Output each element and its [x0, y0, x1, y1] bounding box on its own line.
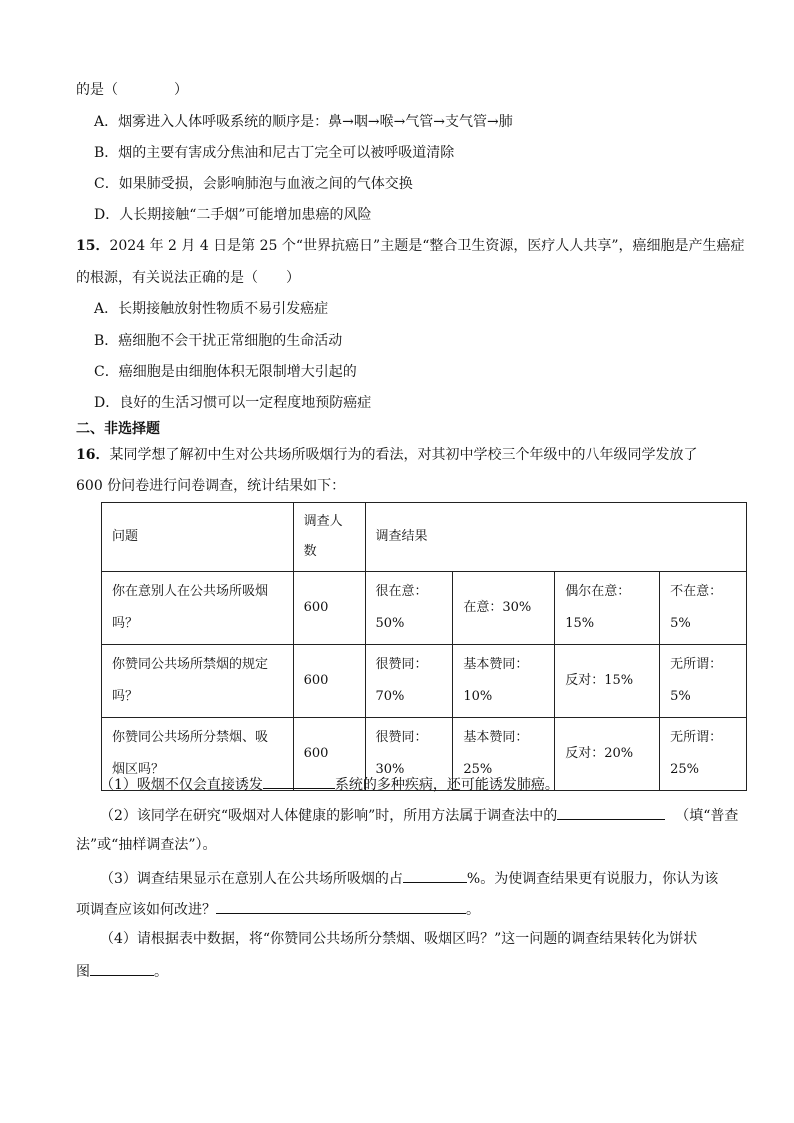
q14-option-b: B．烟的主要有害成分焦油和尼古丁完全可以被呼吸道清除: [94, 145, 455, 161]
result-cell: 无所谓： 25%: [660, 718, 747, 791]
q16-sub4: （4）请根据表中数据，将“你赞同公共场所分禁烟、吸烟区吗？”这一问题的调查结果转化为饼状: [100, 931, 698, 947]
q16-stem-line1: [76, 445, 697, 465]
q16-sub1: （1）吸烟不仅会直接诱发 系统的多种疾病，还可能诱发肺癌。: [100, 773, 559, 795]
q16-sub3-cont: 项调查应该如何改进？ 。: [76, 898, 480, 920]
result-cell: 基本赞同： 10%: [453, 645, 555, 718]
result-cell: 反对：20%: [555, 718, 660, 791]
section-heading: 二、非选择题: [76, 421, 160, 437]
row-count: 600: [293, 718, 365, 791]
q14-option-c: C．如果肺受损，会影响肺泡与血液之间的气体交换: [94, 176, 413, 192]
header-question: 问题: [102, 503, 294, 572]
q16-stem-line2: 600 份问卷进行问卷调查，统计结果如下：: [76, 478, 346, 494]
table-header-row: [102, 503, 747, 572]
q15-stem-text: 2024 年 2 月 4 日是第 25 个“世界抗癌日”主题是“整合卫生资源，医疗人人共享”，癌细胞是产生癌症: [109, 238, 745, 254]
q15-option-d: D．良好的生活习惯可以一定程度地预防癌症: [94, 395, 372, 411]
answer-blank[interactable]: [90, 960, 154, 976]
header-count: 调查人 数: [293, 503, 365, 572]
q15-option-c: C．癌细胞是由细胞体积无限制增大引起的: [94, 364, 357, 380]
q15-option-a: A．长期接触放射性物质不易引发癌症: [94, 301, 329, 317]
q14-stem-tail: 的是（ ）: [76, 82, 188, 98]
result-cell: 基本赞同： 25%: [453, 718, 555, 791]
result-cell: 很赞同： 30%: [365, 718, 453, 791]
result-cell: 很在意： 50%: [365, 572, 453, 645]
q15-stem-line2: 的根源，有关说法正确的是（ ）: [76, 270, 300, 286]
q14-option-d: D．人长期接触“二手烟”可能增加患癌的风险: [94, 207, 372, 223]
q15-stem-line1: [76, 236, 745, 256]
row-question: 你赞同公共场所禁烟的规定 吗？: [102, 645, 294, 718]
q16-sub2-cont: 法”或“抽样调查法”）。: [76, 837, 217, 853]
q16-sub3: （3）调查结果显示在意别人在公共场所吸烟的占 %。为使调查结果更有说服力，你认为该: [100, 867, 718, 889]
result-cell: 不在意：5%: [660, 572, 747, 645]
table-row: [102, 572, 747, 645]
row-question: 你在意别人在公共场所吸烟 吗？: [102, 572, 294, 645]
q16-sub4-cont: 图 。: [76, 960, 168, 982]
result-cell: 偶尔在意： 15%: [555, 572, 660, 645]
result-cell: 很赞同： 70%: [365, 645, 453, 718]
q16-number: 16．: [76, 447, 110, 463]
answer-blank[interactable]: [263, 773, 335, 789]
row-count: 600: [293, 572, 365, 645]
row-count: 600: [293, 645, 365, 718]
result-cell: 无所谓：5%: [660, 645, 747, 718]
q16-stem-text: 某同学想了解初中生对公共场所吸烟行为的看法，对其初中学校三个年级中的八年级同学发放了: [109, 447, 698, 463]
q15-option-b: B．癌细胞不会干扰正常细胞的生命活动: [94, 333, 343, 349]
result-cell: 在意：30%: [453, 572, 555, 645]
header-result: 调查结果: [365, 503, 747, 572]
row-question: 你赞同公共场所分禁烟、吸 烟区吗？: [102, 718, 294, 791]
answer-blank[interactable]: [216, 898, 466, 914]
survey-table: [101, 502, 747, 791]
answer-blank[interactable]: [557, 804, 665, 820]
result-cell: 反对：15%: [555, 645, 660, 718]
answer-blank[interactable]: [403, 867, 467, 883]
q14-option-a: A．烟雾进入人体呼吸系统的顺序是：鼻→咽→喉→气管→支气管→肺: [94, 114, 513, 130]
table-row: [102, 645, 747, 718]
q15-number: 15．: [76, 238, 110, 254]
q16-sub2: （2）该同学在研究“吸烟对人体健康的影响”时，所用方法属于调查法中的 （填“普查: [100, 804, 738, 826]
